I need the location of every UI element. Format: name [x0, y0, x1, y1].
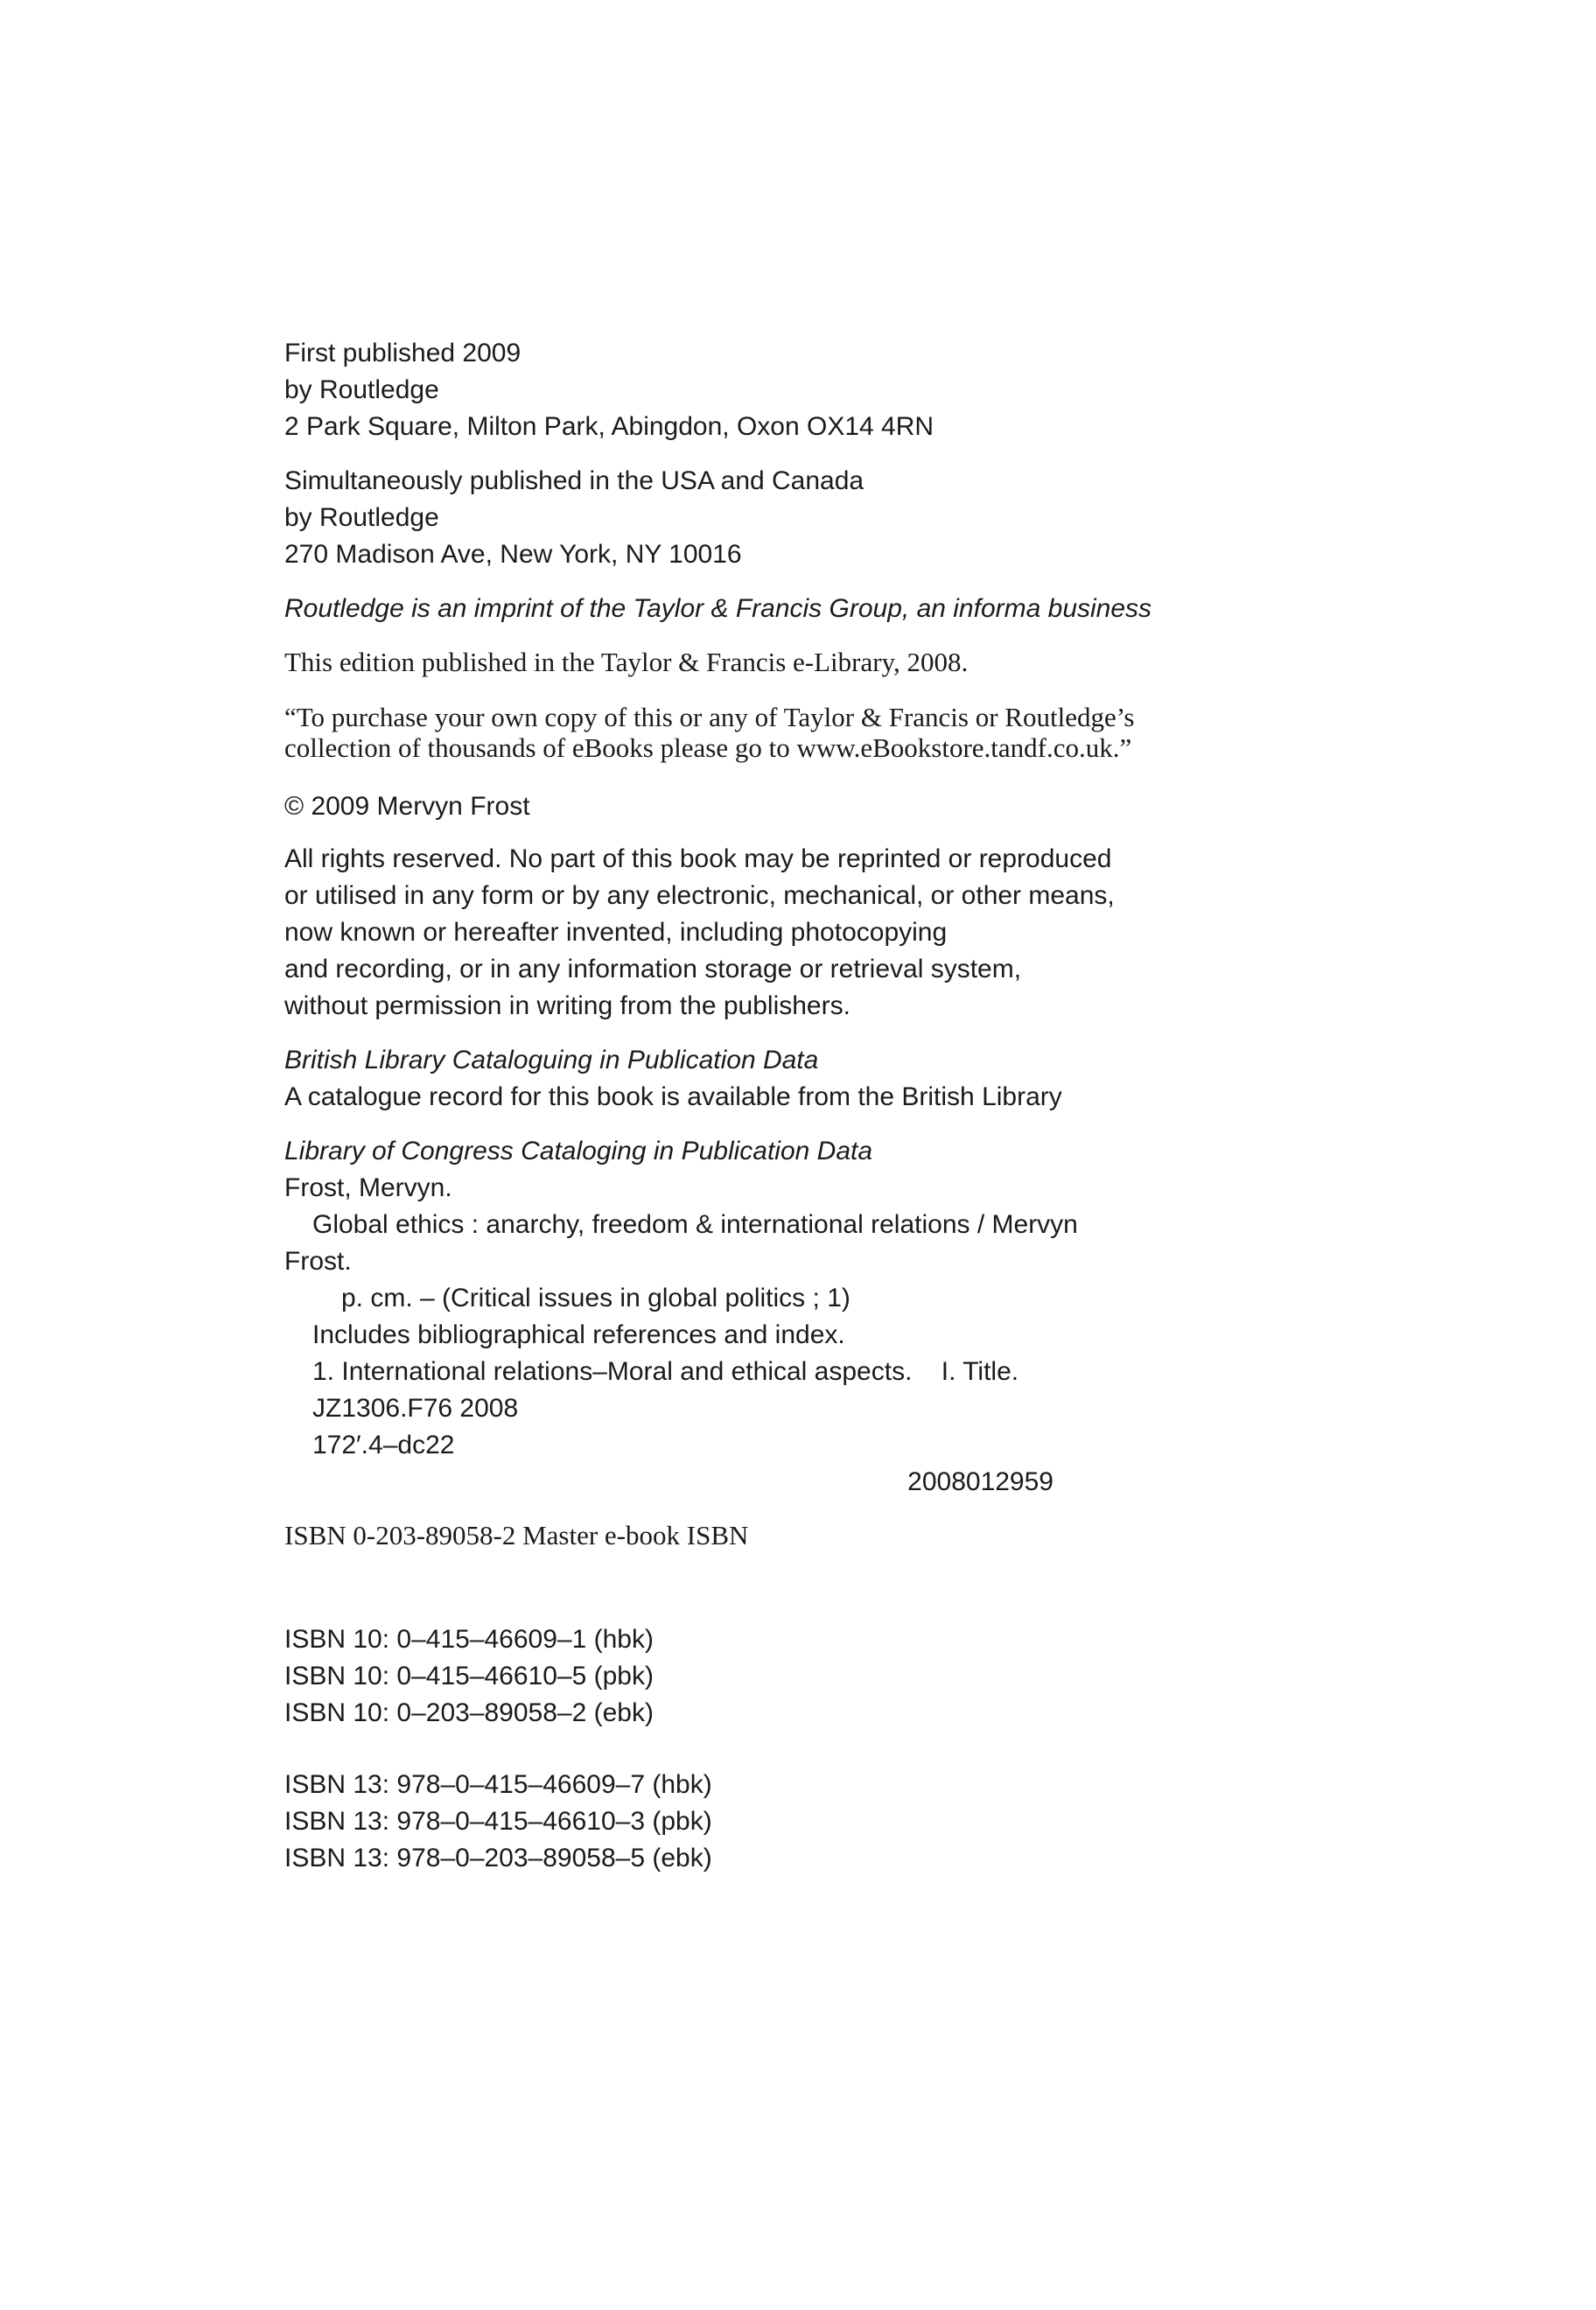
copyright-line: © 2009 Mervyn Frost — [284, 792, 530, 821]
rights-line-5: without permission in writing from the publishers. — [284, 991, 850, 1020]
usa-publisher-name: by Routledge — [284, 503, 439, 532]
isbn10-ebk: ISBN 10: 0–203–89058–2 (ebk) — [284, 1698, 654, 1727]
master-isbn: ISBN 0-203-89058-2 Master e-book ISBN — [284, 1520, 749, 1550]
loc-title-line-1: Global ethics : anarchy, freedom & international relations / Mervyn — [312, 1210, 1078, 1239]
loc-dewey: 172′.4–dc22 — [312, 1431, 455, 1460]
publisher-uk-address: 2 Park Square, Milton Park, Abingdon, Oxon OX14 4RN — [284, 412, 934, 441]
isbn13-ebk: ISBN 13: 978–0–203–89058–5 (ebk) — [284, 1844, 712, 1872]
isbn13-pbk: ISBN 13: 978–0–415–46610–3 (pbk) — [284, 1807, 712, 1836]
publisher-name: by Routledge — [284, 375, 439, 404]
loc-lccn: 2008012959 — [907, 1467, 1054, 1496]
first-published-line: First published 2009 — [284, 339, 522, 368]
loc-subjects: 1. International relations–Moral and ethical aspects. I. Title. — [312, 1357, 1019, 1386]
purchase-notice-line-2: collection of thousands of eBooks please go to www.eBookstore.tandf.co.uk.” — [284, 732, 1132, 763]
rights-line-3: now known or hereafter invented, including photocopying — [284, 918, 948, 947]
publisher-us-address: 270 Madison Ave, New York, NY 10016 — [284, 540, 742, 569]
loc-notes: Includes bibliographical references and index. — [312, 1320, 845, 1349]
loc-author: Frost, Mervyn. — [284, 1173, 452, 1202]
loc-title-line-2: Frost. — [284, 1247, 352, 1276]
isbn13-hbk: ISBN 13: 978–0–415–46609–7 (hbk) — [284, 1770, 712, 1799]
purchase-notice-line-1: “To purchase your own copy of this or any of Taylor & Francis or Routledge’s — [284, 702, 1135, 732]
british-library-text: A catalogue record for this book is available from the British Library — [284, 1082, 1062, 1111]
rights-line-4: and recording, or in any information storage or retrieval system, — [284, 955, 1022, 984]
isbn10-pbk: ISBN 10: 0–415–46610–5 (pbk) — [284, 1662, 654, 1690]
imprint-line: Routledge is an imprint of the Taylor & Francis Group, an informa business — [284, 594, 1152, 623]
isbn10-hbk: ISBN 10: 0–415–46609–1 (hbk) — [284, 1625, 654, 1654]
loc-series: p. cm. – (Critical issues in global politics ; 1) — [341, 1284, 850, 1312]
usa-canada-line: Simultaneously published in the USA and Canada — [284, 466, 864, 495]
loc-call-number: JZ1306.F76 2008 — [312, 1394, 519, 1423]
rights-line-1: All rights reserved. No part of this book may be reprinted or reproduced — [284, 844, 1112, 873]
ebook-edition-line: This edition published in the Taylor & Francis e-Library, 2008. — [284, 647, 969, 677]
british-library-heading: British Library Cataloguing in Publication Data — [284, 1046, 819, 1074]
rights-line-2: or utilised in any form or by any electronic, mechanical, or other means, — [284, 881, 1115, 910]
loc-heading: Library of Congress Cataloging in Publication Data — [284, 1137, 873, 1166]
